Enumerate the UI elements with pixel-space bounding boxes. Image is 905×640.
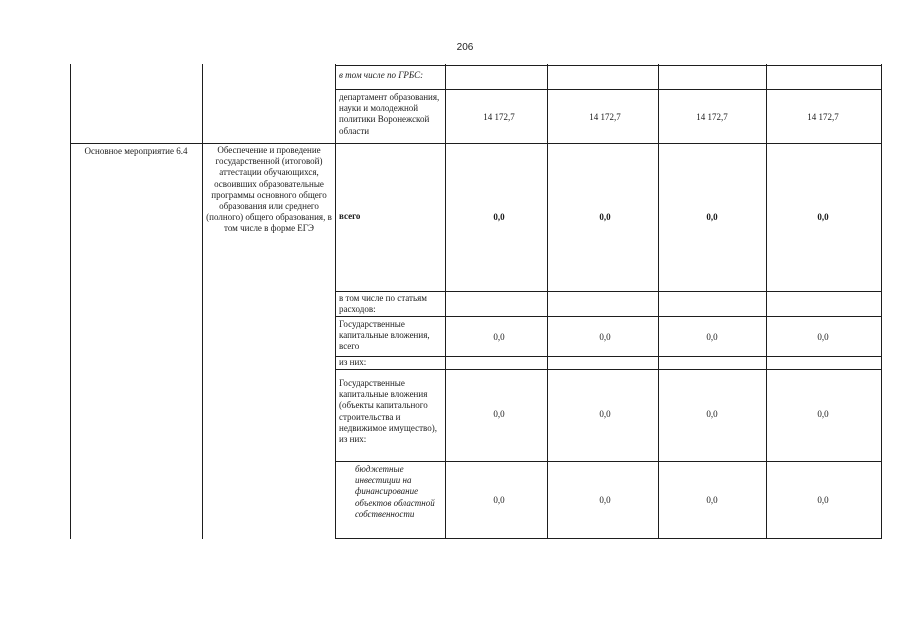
table-cell-value: 14 172,7 [589, 112, 621, 122]
table-cell-value: 0,0 [817, 332, 829, 342]
measure-title: Основное мероприятие 6.4 [84, 146, 188, 156]
row-divider [336, 291, 882, 292]
table-cell-value: 0,0 [493, 409, 505, 419]
table-cell-value: 0,0 [599, 212, 611, 222]
table-cell-value: 0,0 [599, 332, 611, 342]
column-divider [766, 64, 767, 539]
row-divider [70, 143, 882, 144]
row-divider [336, 369, 882, 370]
page-number: 206 [456, 42, 474, 53]
table-cell-value: 0,0 [817, 212, 829, 222]
table-cell-value: 0,0 [493, 212, 505, 222]
row-divider [336, 538, 882, 539]
table-cell-value: 0,0 [599, 495, 611, 505]
row-label: департамент образования, науки и молодежной политики Воронежской области [339, 92, 440, 136]
row-label: в том числе по ГРБС: [339, 70, 424, 80]
table-cell-value: 0,0 [817, 495, 829, 505]
column-divider [547, 64, 548, 539]
table-cell-value: 0,0 [817, 409, 829, 419]
table-cell-value: 0,0 [493, 495, 505, 505]
table-cell-value: 0,0 [706, 495, 718, 505]
measure-description: Обеспечение и проведение государственной (итоговой) аттестации обучающихся, освоивших образовательные программы основного общего образования или среднего (полного) общего образования, в том числе в форме ЕГЭ [206, 145, 332, 234]
column-divider [658, 64, 659, 539]
table-cell-value: 14 172,7 [807, 112, 839, 122]
column-divider [202, 64, 203, 539]
table-border-left [70, 64, 71, 539]
row-label: из них: [339, 357, 367, 367]
table-cell-value: 0,0 [493, 332, 505, 342]
row-label: бюджетные инвестиции на финансирование объектов областной собственности [355, 464, 435, 519]
row-label: Государственные капитальные вложения, всего [339, 319, 430, 352]
row-divider [336, 316, 882, 317]
table-cell-value: 14 172,7 [483, 112, 515, 122]
column-divider [445, 64, 446, 539]
table-cell-value: 0,0 [706, 332, 718, 342]
table-border-right [881, 64, 882, 539]
column-divider [335, 64, 336, 539]
row-divider [336, 461, 882, 462]
row-label: всего [339, 211, 361, 221]
table-cell-value: 14 172,7 [696, 112, 728, 122]
table-cell-value: 0,0 [706, 409, 718, 419]
row-divider [336, 65, 882, 66]
table-cell-value: 0,0 [706, 212, 718, 222]
row-label: Государственные капитальные вложения (объекты капитального строительства и недвижимое имущество), из них: [339, 378, 437, 445]
row-label: в том числе по статьям расходов: [339, 293, 427, 315]
row-divider [336, 89, 882, 90]
table-cell-value: 0,0 [599, 409, 611, 419]
